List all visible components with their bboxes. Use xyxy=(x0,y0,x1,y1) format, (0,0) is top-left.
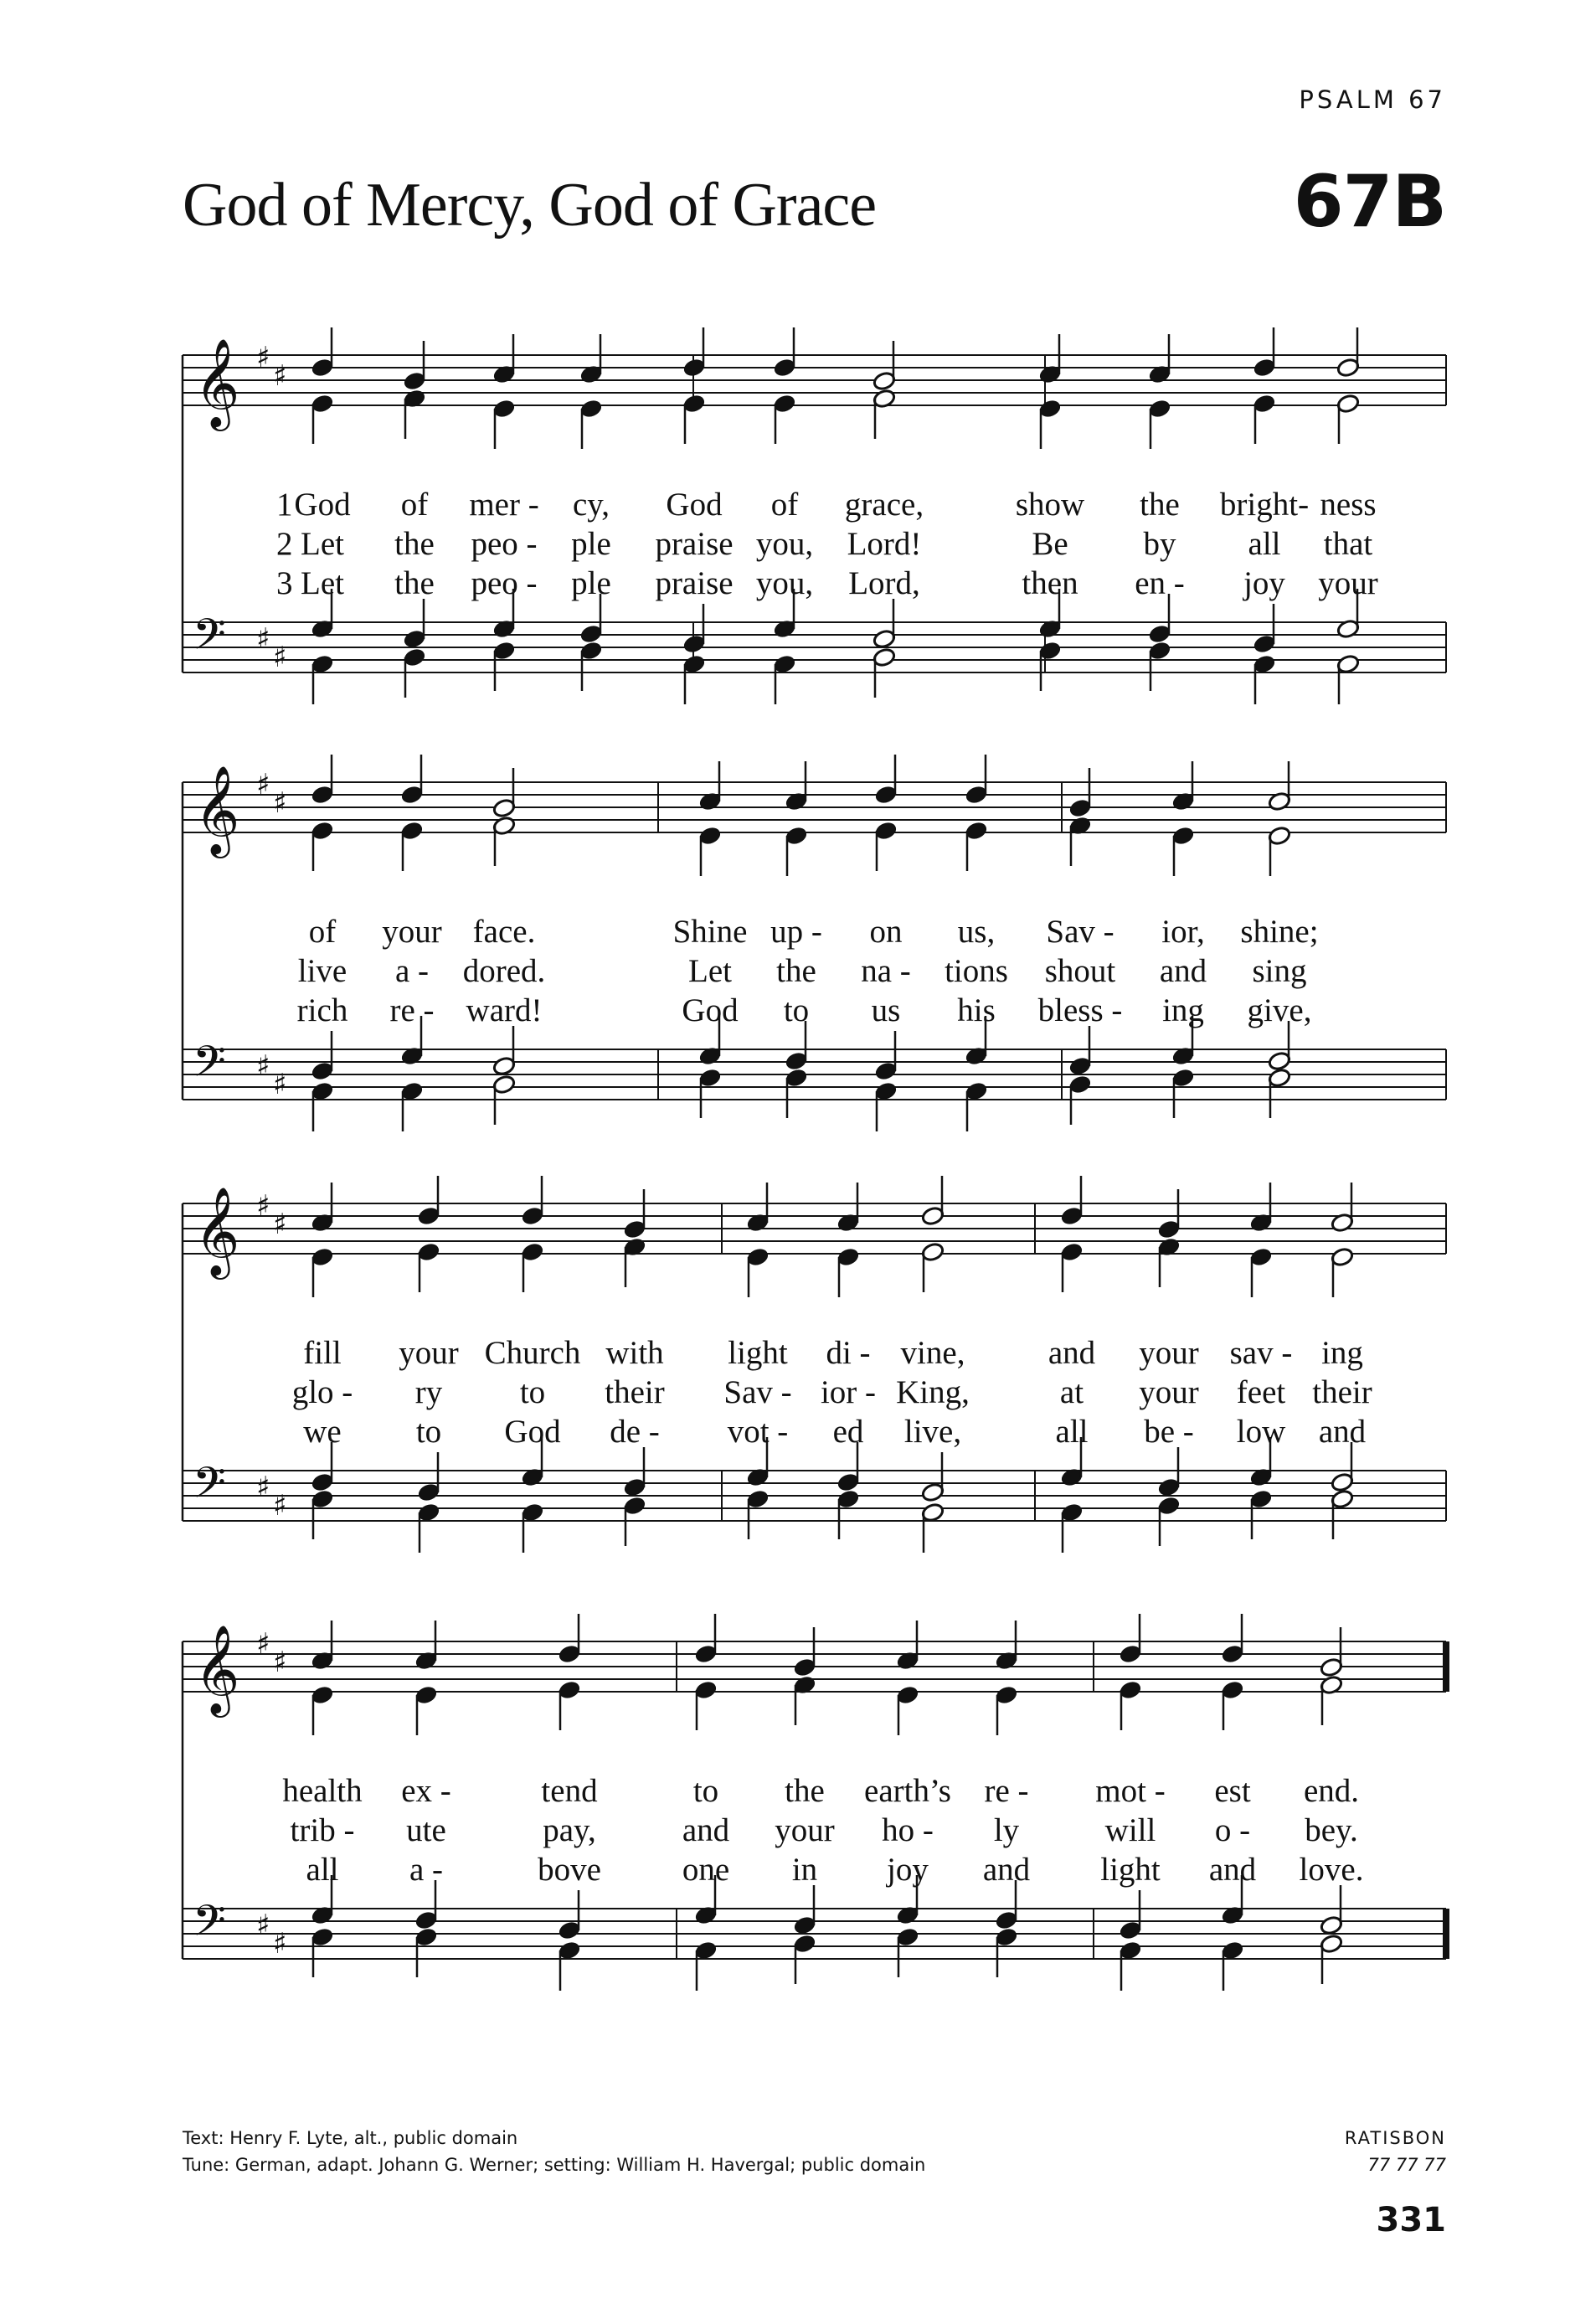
lyric-syllable: of xyxy=(400,487,429,523)
lyric-syllable: to xyxy=(692,1773,719,1809)
sharp-key-signature: ♯ xyxy=(273,1489,287,1523)
tune-info xyxy=(1345,2125,1446,2178)
lyric-syllable: pay, xyxy=(543,1812,596,1848)
verse-number: 2 xyxy=(276,526,293,562)
lyric-syllable: bless - xyxy=(1037,992,1123,1028)
lyric-syllable: peo - xyxy=(471,526,538,562)
lyric-syllable: light xyxy=(728,1335,788,1371)
lyric-syllable: love. xyxy=(1299,1852,1364,1888)
lyric-syllable: will xyxy=(1104,1812,1156,1848)
lyric-syllable: joy xyxy=(1243,565,1285,601)
tune-name: RATISBON xyxy=(1344,2128,1446,2148)
lyric-syllable: feet xyxy=(1236,1374,1286,1410)
lyric-syllable: Church xyxy=(484,1335,581,1371)
lyric-syllable: the xyxy=(776,953,816,989)
psalm-reference: PSALM 67 xyxy=(1299,85,1446,114)
lyric-syllable: that xyxy=(1323,526,1373,562)
lyric-syllable: ing xyxy=(1321,1335,1363,1371)
lyric-syllable: and xyxy=(1208,1852,1257,1888)
lyric-syllable: re - xyxy=(389,992,435,1028)
lyric-syllable: ute xyxy=(406,1812,446,1848)
lyric-syllable: Sav - xyxy=(1046,914,1114,950)
lyric-syllable: re - xyxy=(984,1773,1029,1809)
lyric-syllable: praise xyxy=(655,526,734,562)
lyric-syllable: we xyxy=(303,1414,342,1450)
lyric-syllable: mot - xyxy=(1095,1773,1166,1809)
lyric-syllable: di - xyxy=(826,1335,871,1371)
lyric-syllable: the xyxy=(1140,487,1180,523)
lyric-syllable: Shine xyxy=(672,914,748,950)
bass-clef: 𝄢 xyxy=(193,1036,226,1097)
lyric-syllable: all xyxy=(1055,1414,1089,1450)
lyric-syllable: Be xyxy=(1032,526,1068,562)
lyric-syllable: their xyxy=(605,1374,665,1410)
lyric-syllable: earth’s xyxy=(864,1773,951,1809)
lyric-syllable: rich xyxy=(296,992,348,1028)
sharp-key-signature: ♯ xyxy=(273,359,287,393)
page-number: 331 xyxy=(1376,2201,1446,2239)
lyric-syllable: shine; xyxy=(1240,914,1319,950)
hymn-title: God of Mercy, God of Grace xyxy=(183,171,877,240)
meter: 77 77 77 xyxy=(1367,2155,1446,2175)
lyric-syllable: face. xyxy=(472,914,536,950)
lyric-syllable: your xyxy=(399,1335,459,1371)
sharp-key-signature: ♯ xyxy=(256,622,270,656)
lyric-syllable: ness xyxy=(1320,487,1377,523)
lyric-syllable: low xyxy=(1236,1414,1286,1450)
lyric-syllable: de - xyxy=(610,1414,660,1450)
lyric-syllable: and xyxy=(1048,1335,1096,1371)
lyric-syllable: ior, xyxy=(1161,914,1205,950)
sharp-key-signature: ♯ xyxy=(273,1208,287,1241)
lyric-syllable: ry xyxy=(414,1374,443,1410)
lyric-syllable: the xyxy=(394,565,435,601)
lyric-syllable: Lord, xyxy=(848,565,920,601)
bass-clef: 𝄢 xyxy=(193,1895,226,1956)
lyric-syllable: na - xyxy=(861,953,911,989)
lyric-syllable: and xyxy=(682,1812,730,1848)
bass-clef: 𝄢 xyxy=(193,609,226,670)
lyric-syllable: one xyxy=(682,1852,730,1888)
lyric-syllable: ex - xyxy=(401,1773,451,1809)
lyric-syllable: joy xyxy=(887,1852,929,1888)
treble-clef: 𝄞 xyxy=(194,1186,240,1275)
verse-number: 3 xyxy=(276,565,293,601)
lyric-syllable: ly xyxy=(993,1812,1020,1848)
lyric-syllable: sing xyxy=(1252,953,1307,989)
text-credit: Text: Henry F. Lyte, alt., public domain xyxy=(183,2128,518,2148)
lyric-syllable: of xyxy=(308,914,337,950)
lyric-syllable: to xyxy=(415,1414,442,1450)
lyric-syllable: at xyxy=(1059,1374,1084,1410)
lyric-syllable: ward! xyxy=(466,992,543,1028)
sharp-key-signature: ♯ xyxy=(256,1627,270,1661)
lyric-syllable: you, xyxy=(755,565,814,601)
bass-clef: 𝄢 xyxy=(193,1457,226,1518)
lyric-syllable: ing xyxy=(1162,992,1204,1028)
sharp-key-signature: ♯ xyxy=(273,786,287,820)
lyric-syllable: Lord! xyxy=(847,526,922,562)
lyric-syllable: ior - xyxy=(820,1374,877,1410)
lyric-syllable: all xyxy=(306,1852,339,1888)
lyric-syllable: to xyxy=(783,992,810,1028)
lyric-syllable: your xyxy=(1318,565,1378,601)
lyric-syllable: trib - xyxy=(290,1812,355,1848)
hymn-number: 67B xyxy=(1293,160,1446,244)
lyric-syllable: give, xyxy=(1247,992,1312,1028)
lyric-syllable: God xyxy=(682,992,739,1028)
lyric-syllable: mer - xyxy=(469,487,539,523)
lyric-syllable: be - xyxy=(1144,1414,1194,1450)
sharp-key-signature: ♯ xyxy=(273,641,287,674)
lyric-syllable: peo - xyxy=(471,565,538,601)
lyric-syllable: and xyxy=(1159,953,1207,989)
lyric-syllable: live, xyxy=(903,1414,962,1450)
lyric-syllable: ple xyxy=(571,565,611,601)
lyric-syllable: est xyxy=(1214,1773,1251,1809)
lyric-syllable: us, xyxy=(957,914,996,950)
lyric-syllable: us xyxy=(871,992,901,1028)
lyric-syllable: Let xyxy=(301,565,344,601)
lyric-syllable: sav - xyxy=(1229,1335,1293,1371)
lyric-syllable: vine, xyxy=(900,1335,965,1371)
lyric-syllable: of xyxy=(770,487,799,523)
lyric-syllable: your xyxy=(382,914,442,950)
lyric-syllable: bove xyxy=(538,1852,601,1888)
lyric-syllable: o - xyxy=(1214,1812,1251,1848)
lyric-syllable: vot - xyxy=(727,1414,789,1450)
lyric-syllable: to xyxy=(519,1374,546,1410)
lyric-syllable: bright- xyxy=(1219,487,1310,523)
lyric-syllable: God xyxy=(504,1414,561,1450)
tune-credit: Tune: German, adapt. Johann G. Werner; setting: William H. Havergal; public domain xyxy=(183,2155,926,2175)
lyric-syllable: and xyxy=(982,1852,1031,1888)
lyric-syllable: shout xyxy=(1044,953,1116,989)
verse-number: 1 xyxy=(276,487,293,523)
lyric-syllable: cy, xyxy=(572,487,610,523)
lyric-syllable: the xyxy=(785,1773,825,1809)
lyric-syllable: dored. xyxy=(462,953,546,989)
treble-clef: 𝄞 xyxy=(194,765,240,854)
lyric-syllable: all xyxy=(1248,526,1281,562)
lyric-syllable: the xyxy=(394,526,435,562)
lyric-syllable: Let xyxy=(688,953,732,989)
lyric-syllable: glo - xyxy=(291,1374,353,1410)
lyric-syllable: your xyxy=(1139,1335,1199,1371)
lyric-syllable: grace, xyxy=(844,487,924,523)
lyric-syllable: tions xyxy=(945,953,1008,989)
lyric-syllable: praise xyxy=(655,565,734,601)
lyric-syllable: tend xyxy=(541,1773,598,1809)
lyric-syllable: your xyxy=(1139,1374,1199,1410)
lyric-syllable: en - xyxy=(1135,565,1185,601)
lyric-syllable: God xyxy=(666,487,723,523)
lyric-syllable: your xyxy=(775,1812,835,1848)
lyric-syllable: in xyxy=(791,1852,818,1888)
sharp-key-signature: ♯ xyxy=(256,1909,270,1942)
lyric-syllable: you, xyxy=(755,526,814,562)
lyric-syllable: show xyxy=(1015,487,1085,523)
lyric-syllable: end. xyxy=(1303,1773,1360,1809)
sharp-key-signature: ♯ xyxy=(256,1189,270,1223)
lyric-syllable: on xyxy=(869,914,903,950)
lyric-syllable: bey. xyxy=(1305,1812,1358,1848)
lyric-syllable: then xyxy=(1022,565,1078,601)
sharp-key-signature: ♯ xyxy=(273,1927,287,1961)
treble-clef: 𝄞 xyxy=(194,338,240,427)
credits xyxy=(183,2125,925,2178)
lyric-syllable: health xyxy=(282,1773,363,1809)
sharp-key-signature: ♯ xyxy=(256,768,270,801)
lyric-syllable: a - xyxy=(409,1852,444,1888)
sharp-key-signature: ♯ xyxy=(256,341,270,374)
sharp-key-signature: ♯ xyxy=(256,1471,270,1504)
lyric-syllable: up - xyxy=(770,914,822,950)
lyric-syllable: a - xyxy=(394,953,430,989)
lyric-syllable: ho - xyxy=(882,1812,934,1848)
lyric-syllable: Sav - xyxy=(723,1374,792,1410)
sharp-key-signature: ♯ xyxy=(273,1068,287,1101)
sharp-key-signature: ♯ xyxy=(273,1646,287,1679)
lyric-syllable: their xyxy=(1312,1374,1372,1410)
lyric-syllable: light xyxy=(1100,1852,1161,1888)
lyric-syllable: ed xyxy=(832,1414,864,1450)
lyric-syllable: live xyxy=(297,953,347,989)
lyric-syllable: and xyxy=(1318,1414,1367,1450)
lyric-syllable: by xyxy=(1143,526,1176,562)
lyric-syllable: ple xyxy=(571,526,611,562)
sharp-key-signature: ♯ xyxy=(256,1049,270,1083)
lyric-syllable: with xyxy=(605,1335,664,1371)
lyric-syllable: Let xyxy=(301,526,344,562)
lyric-syllable: King, xyxy=(896,1374,970,1410)
lyric-syllable: God xyxy=(294,487,351,523)
lyric-syllable: his xyxy=(957,992,996,1028)
treble-clef: 𝄞 xyxy=(194,1624,240,1713)
lyric-syllable: fill xyxy=(303,1335,342,1371)
